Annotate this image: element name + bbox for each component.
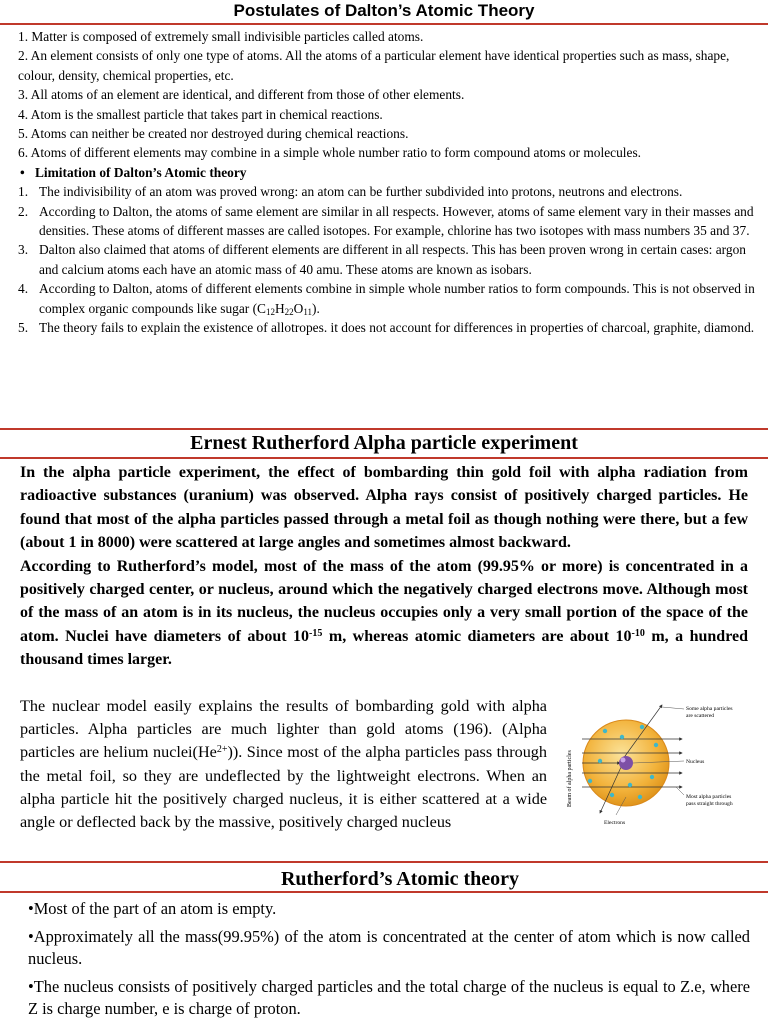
limitation-heading (18, 163, 758, 182)
theory-point: •The nucleus consists of positively charged particles and the total charge of the nucleus is equal to Z.e, where Z is charge number, e is charge of proton. (28, 976, 750, 1019)
postulate: 5. Atoms can neither be created nor destroyed during chemical reactions. (18, 126, 409, 142)
formula-h: H (274, 300, 285, 316)
text-run: According to Rutherford’s model, most of the mass of the atom (99.95% or more) is concentrated in a positively charged center, or nucleus, around which the negatively charged electrons move. Although most of the mass of an atom is in its nucleus, the nucleus occupies only a very small portion of the space of the atom. Nuclei have diameters of about 10 (20, 557, 748, 645)
nuclear-model-paragraph (20, 695, 547, 834)
list-number: 1. (18, 184, 29, 200)
limitation-heading-text: Limitation of Dalton’s Atomic theory (35, 164, 247, 180)
straight-label-2: pass straight through (686, 801, 733, 807)
list-text: The indivisibility of an atom was proved wrong: an atom can be further subdivided into protons, neutrons and electrons. (39, 184, 683, 200)
scattered-label-2: are scattered (686, 713, 715, 719)
superscript: -15 (309, 627, 323, 639)
theory-point: •Most of the part of an atom is empty. (28, 899, 277, 918)
divider-rule (0, 891, 768, 893)
limitation-list (18, 182, 758, 337)
electron (650, 775, 654, 779)
electron (610, 793, 614, 797)
electron (620, 735, 624, 739)
experiment-section (20, 461, 748, 672)
rutherford-experiment-title: Ernest Rutherford Alpha particle experiment (190, 432, 578, 454)
text-run: m, a hundred thousand times larger. (20, 627, 749, 669)
superscript: 2+ (216, 744, 228, 756)
list-text: According to Dalton, atoms of different elements combine in simple whole number ratios to form compounds. This is not observed in complex organic compounds like sugar (C (39, 281, 755, 316)
postulate: 2. An element consists of only one type of atoms. All the atoms of a particular element have identical properties such as mass, shape, colour, density, chemical properties, etc. (18, 48, 730, 83)
rutherford-theory-title: Rutherford’s Atomic theory (280, 868, 520, 890)
bullet: • (20, 164, 25, 180)
list-number: 3. (18, 242, 29, 258)
electron (638, 795, 642, 799)
theory-point: •Approximately all the mass(99.95%) of the atom is concentrated at the center of atom which is now called nucleus. (28, 926, 750, 969)
divider-rule (0, 457, 768, 459)
straight-label-1: Most alpha particles (686, 794, 732, 800)
rutherford-theory-section (28, 898, 750, 1026)
divider-rule (0, 23, 768, 25)
beam-label: Beam of alpha particles (567, 750, 573, 807)
electron (654, 743, 658, 747)
superscript: -10 (631, 627, 645, 639)
postulate: 4. Atom is the smallest particle that takes part in chemical reactions. (18, 106, 383, 122)
electron (588, 779, 592, 783)
nucleus-label: Nucleus (686, 759, 705, 765)
postulate: 1. Matter is composed of extremely small indivisible particles called atoms. (18, 29, 424, 44)
dalton-section (18, 27, 758, 338)
list-text: Dalton also claimed that atoms of different elements are different in all respects. This has been proven wrong in certain cases: argon and calcium atoms each have an atomic mass of 40 amu. These atoms are known as isobars. (39, 242, 746, 277)
divider-rule (0, 861, 768, 863)
text-run: m, whereas atomic diameters are about 10 (322, 627, 632, 645)
model-paragraph (20, 555, 748, 672)
subscript: 22 (284, 306, 294, 317)
list-item (18, 202, 758, 241)
electrons-label: Electrons (604, 820, 626, 826)
postulate: 3. All atoms of an element are identical, and different from those of other elements. (18, 87, 465, 103)
list-number: 4. (18, 281, 29, 297)
list-text: According to Dalton, the atoms of same element are similar in all respects. However, atoms of same element vary in their masses and densities. These atoms of different masses are called isotopes. For example, chlorine has two isotopes with mass numbers 35 and 37. (39, 203, 754, 239)
scattered-label-1: Some alpha particles (686, 706, 733, 712)
list-text: The theory fails to explain the existence of allotropes. it does not account for differences in properties of charcoal, graphite, diamond. (39, 320, 755, 336)
text-run: )). Since most of the alpha particles pass through the metal foil, so they are undeflected by the lightweight electrons. When an alpha particle hit the positively charged nucleus, it is either scattered at a wide angle or deflected back by the massive, positively charged nucleus (20, 743, 547, 832)
list-number: 5. (18, 320, 29, 336)
alpha-scattering-diagram (560, 697, 760, 832)
nucleus-highlight (621, 758, 626, 763)
leader-line (662, 707, 684, 709)
postulate: 6. Atoms of different elements may combine in a simple whole number ratio to form compound atoms or molecules. (18, 145, 642, 161)
list-item (18, 240, 758, 279)
electron (603, 729, 607, 733)
nucleus (619, 756, 633, 770)
text-run: The nuclear model easily explains the results of bombarding gold with alpha particles. Alpha particles are much lighter than gold atoms (196). (Alpha particles are helium nuclei(He (20, 697, 547, 762)
subscript: 12 (265, 306, 275, 317)
formula-o: O (293, 300, 304, 316)
list-item (18, 182, 758, 201)
list-item (18, 318, 758, 337)
dalton-title: Postulates of Dalton’s Atomic Theory (233, 1, 535, 20)
list-text-end: ). (312, 300, 320, 316)
electron (640, 725, 644, 729)
list-item (18, 279, 758, 318)
nuclear-model-section (20, 695, 547, 834)
list-number: 2. (18, 203, 29, 219)
subscript: 11 (303, 306, 312, 317)
leader-line (676, 787, 684, 795)
electron (598, 759, 602, 763)
experiment-paragraph: In the alpha particle experiment, the effect of bombarding thin gold foil with alpha radiation from radioactive substances (uranium) was observed. Alpha rays consist of positively charged particles. He found that most of the alpha particles passed through a metal foil as though nothing were there, but a few (about 1 in 8000) were scattered at large angles and sometimes almost backward. (20, 464, 748, 552)
electron (628, 783, 632, 787)
